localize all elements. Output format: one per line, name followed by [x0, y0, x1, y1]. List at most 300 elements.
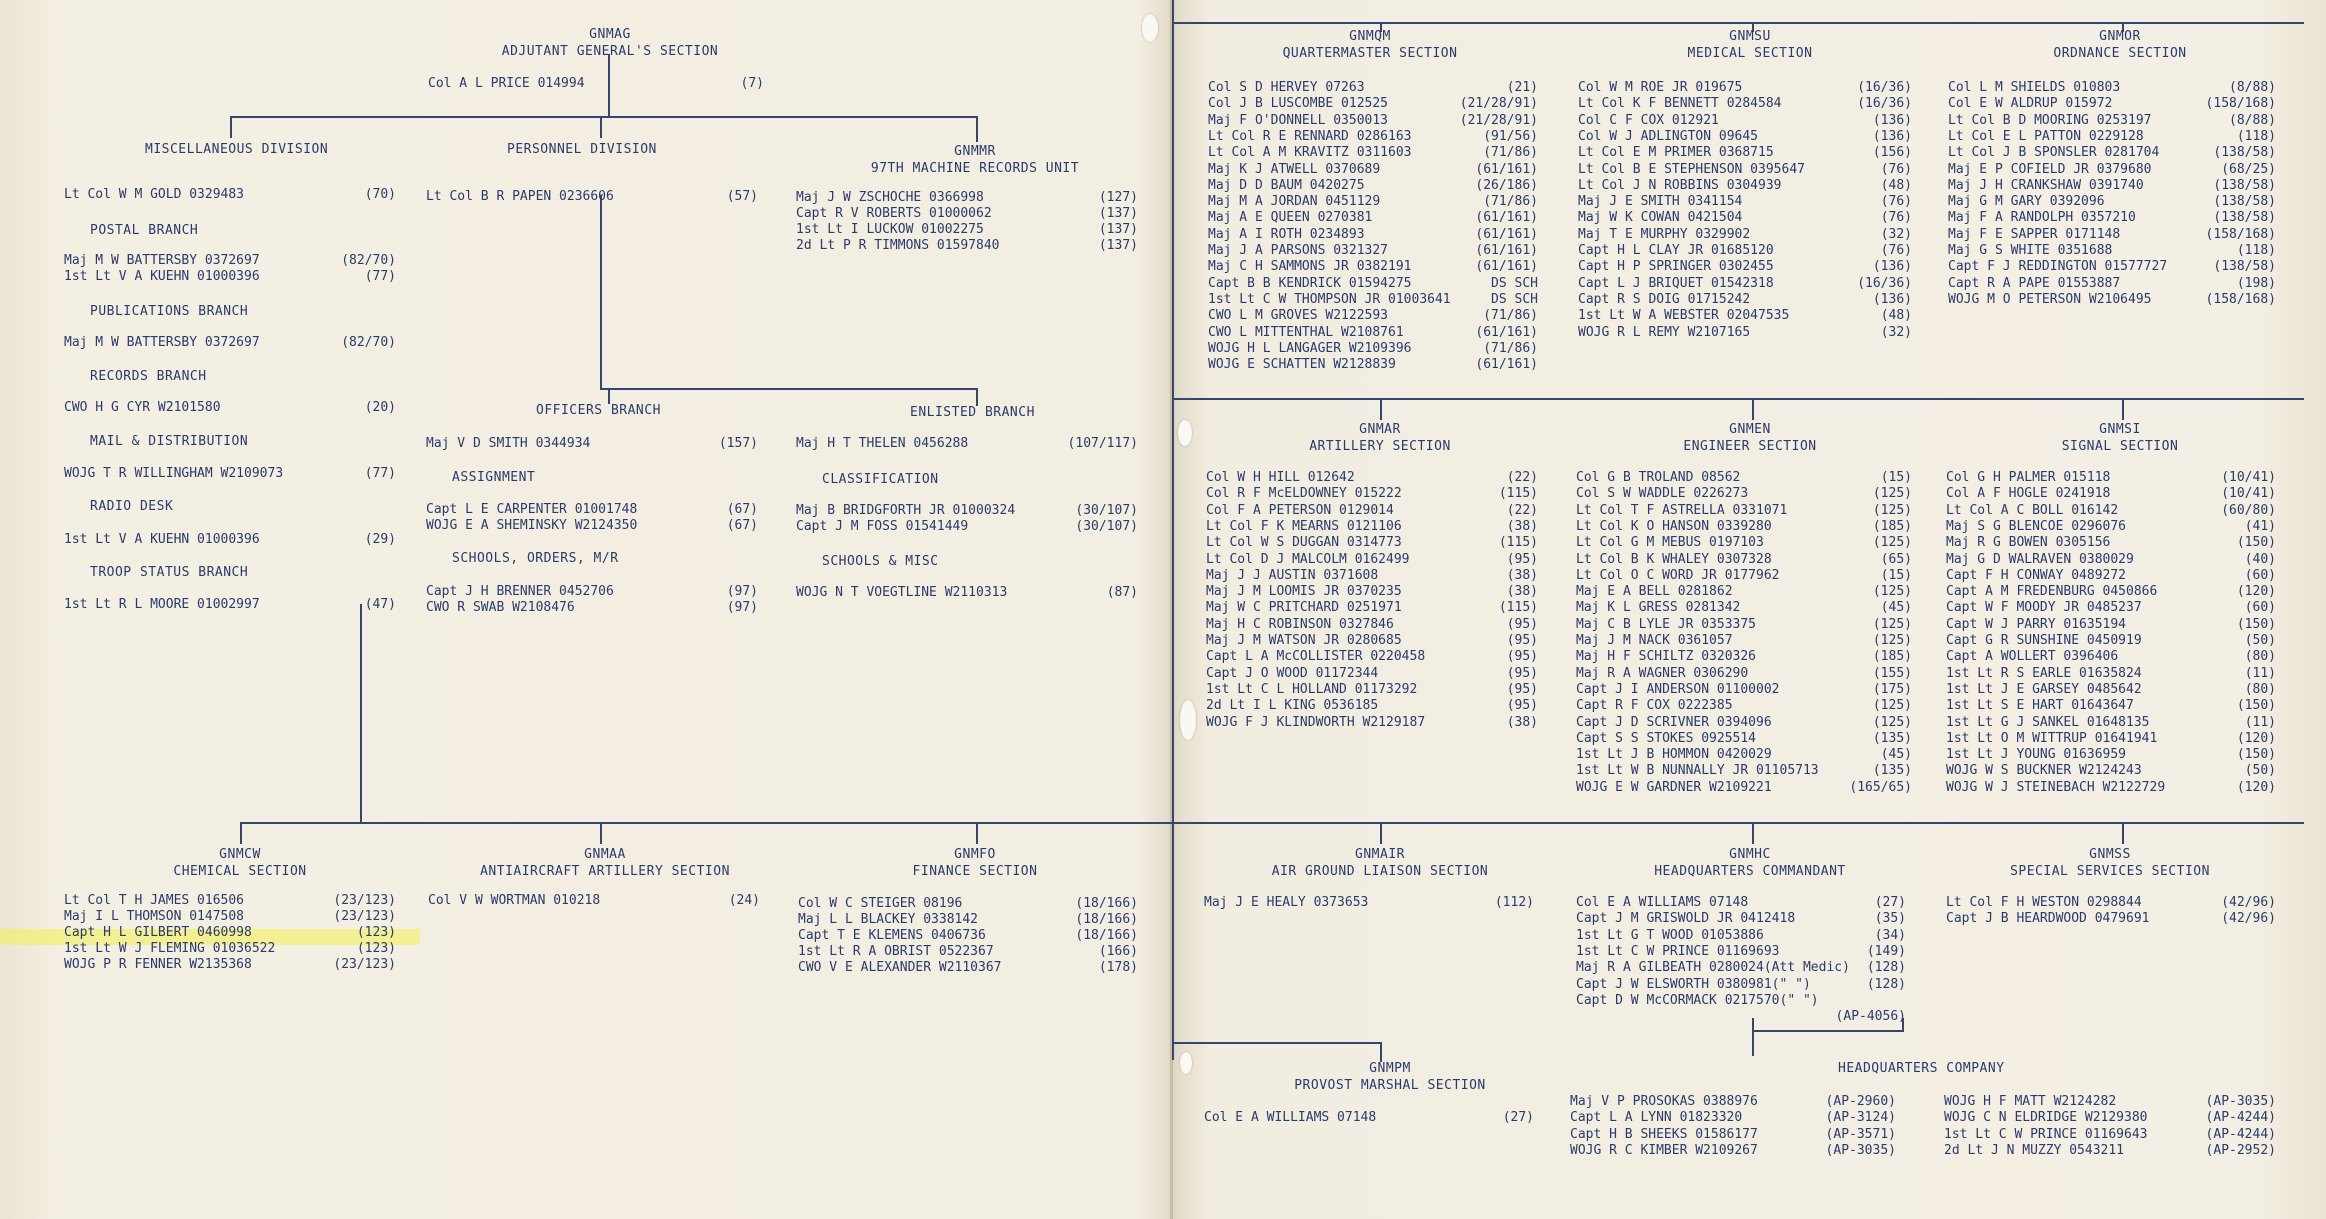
entry-name: Col F A PETERSON 0129014: [1206, 502, 1394, 518]
entry-code: (35): [1874, 911, 1906, 927]
entry-code: (125): [1872, 502, 1912, 518]
entry-code: (38): [1506, 567, 1538, 583]
section-code: GNMAIR: [1355, 847, 1405, 862]
entry-name: Lt Col B R PAPEN 0236606: [426, 189, 614, 204]
entry-name: Capt D W McCORMACK 0217570(" "): [1576, 992, 1819, 1008]
entry-code: (8/88): [2229, 80, 2276, 95]
entry-code: (61/161): [1475, 161, 1538, 177]
entry-code: (32): [1880, 324, 1912, 340]
troop-status-branch-title: TROOP STATUS BRANCH: [90, 565, 249, 580]
entry-name: Lt Col J B SPONSLER 0281704: [1948, 145, 2160, 161]
entry-name: Maj J E HEALY 0373653: [1204, 895, 1369, 910]
entry-name: 2d Lt I L KING 0536185: [1206, 698, 1379, 714]
connector: [608, 54, 610, 118]
entry-code: (77): [364, 466, 396, 481]
connector: [1174, 22, 2304, 24]
entry-code: (61/161): [1475, 226, 1538, 242]
entry-code: (AP-2960): [1825, 1094, 1896, 1109]
entry-code: (71/86): [1483, 308, 1538, 324]
entry-code: (11): [2244, 665, 2276, 681]
entry-name: Maj J M LOOMIS JR 0370235: [1206, 584, 1402, 600]
gnmmr-header: [855, 143, 1095, 177]
entry-name: Maj C B LYLE JR 0353375: [1576, 616, 1757, 632]
section-code: GNMMR: [954, 144, 996, 159]
connector: [2122, 822, 2124, 844]
gnmsi-header: [2010, 421, 2230, 455]
section-code: GNMOR: [2099, 29, 2141, 44]
entry-name: Maj V D SMITH 0344934: [426, 436, 591, 451]
entry-name: Lt Col T H JAMES 016506: [64, 893, 245, 908]
entry-name: Col S W WADDLE 0226273: [1576, 486, 1749, 502]
entry-name: Capt F H CONWAY 0489272: [1946, 567, 2127, 583]
entry-code: (38): [1506, 714, 1538, 730]
entry-code: (128): [1866, 976, 1906, 992]
entry-code: (125): [1872, 633, 1912, 648]
connector: [1174, 398, 2304, 400]
entry-name: Maj H C ROBINSON 0327846: [1206, 616, 1394, 632]
section-title: MEDICAL SECTION: [1687, 46, 1813, 61]
entry-code: (120): [2236, 730, 2276, 746]
section-title: QUARTERMASTER SECTION: [1282, 46, 1458, 61]
entry-name: Capt T E KLEMENS 0406736: [798, 928, 986, 943]
entry-code: (97): [726, 584, 758, 599]
entry-name: Capt J M GRISWOLD JR 0412418: [1576, 911, 1796, 927]
entry-code: (95): [1506, 681, 1538, 697]
entry-name: Lt Col W S DUGGAN 0314773: [1206, 535, 1402, 551]
entry-name: Capt R S DOIG 01715242: [1578, 291, 1751, 307]
entry-name: Maj G S WHITE 0351688: [1948, 243, 2113, 258]
entry-code: (15): [1880, 567, 1912, 583]
section-title: ANTIAIRCRAFT ARTILLERY SECTION: [480, 864, 730, 879]
entry-code: DS SCH: [1491, 291, 1538, 307]
entry-code: (125): [1872, 714, 1912, 730]
entry-code: (61/161): [1475, 210, 1538, 226]
connector: [600, 388, 978, 390]
entry-name: Capt R V ROBERTS 01000062: [796, 206, 992, 221]
gnmqm-header: [1250, 28, 1490, 62]
entry-name: Capt L J BRIQUET 01542318: [1578, 275, 1774, 291]
entry-name: Maj H T THELEN 0456288: [796, 436, 969, 451]
entry-code: (158/168): [2205, 291, 2276, 307]
entry-name: Lt Col B E STEPHENSON 0395647: [1578, 161, 1805, 177]
entry-name: Col W M ROE JR 019675: [1578, 80, 1743, 95]
entry-code: (71/86): [1483, 340, 1538, 356]
entry-code: (20): [364, 400, 396, 415]
entry-code: (137): [1098, 238, 1138, 253]
connector: [360, 604, 362, 824]
entry-code: (61/161): [1475, 357, 1538, 373]
connector: [1752, 1030, 1902, 1032]
entry-name: Maj A I ROTH 0234893: [1208, 226, 1365, 242]
connector: [600, 195, 602, 390]
gnmag-header: [440, 26, 780, 60]
connector: [1752, 398, 1754, 420]
entry-name: Maj J M NACK 0361057: [1576, 633, 1733, 648]
entry-code: (21): [1506, 80, 1538, 95]
entry-name: Col C F COX 012921: [1578, 112, 1719, 128]
entry-code: (21/28/91): [1459, 96, 1538, 112]
entry-name: 1st Lt G J SANKEL 01648135: [1946, 714, 2150, 730]
entry-code: (AP-4056): [1835, 1009, 1906, 1025]
gnmen-header: [1640, 421, 1860, 455]
entry-code: (18/166): [1075, 928, 1138, 943]
entry-name: 1st Lt R S EARLE 01635824: [1946, 665, 2142, 681]
entry-code: (38): [1506, 518, 1538, 534]
entry-code: (87): [1106, 585, 1138, 600]
entry-code: (76): [1880, 194, 1912, 210]
schools-orders-title: SCHOOLS, ORDERS, M/R: [452, 551, 619, 566]
entry-code: (91/56): [1483, 128, 1538, 144]
entry-name: WOJG T R WILLINGHAM W2109073: [64, 466, 284, 481]
entry-code: (123): [356, 925, 396, 940]
connector: [1380, 1042, 1382, 1062]
entry-code: (136): [1872, 259, 1912, 275]
section-code: GNMHC: [1729, 847, 1771, 862]
entry-name: Maj W C PRITCHARD 0251971: [1206, 600, 1402, 616]
entry-name: Capt L A LYNN 01823320: [1570, 1110, 1743, 1126]
connector: [1174, 1042, 1380, 1044]
entry-code: (61/161): [1475, 243, 1538, 258]
gnmcw-header: [120, 846, 360, 880]
entry-code: (57): [726, 189, 758, 204]
entry-name: Capt H L CLAY JR 01685120: [1578, 243, 1774, 258]
section-title: HEADQUARTERS COMMANDANT: [1654, 864, 1846, 879]
entry-name: 1st Lt J E GARSEY 0485642: [1946, 681, 2142, 697]
entry-name: WOJG H L LANGAGER W2109396: [1208, 340, 1412, 356]
entry-name: Capt A M FREDENBURG 0450866: [1946, 584, 2158, 600]
enlisted-branch-title: ENLISTED BRANCH: [910, 405, 1035, 420]
entry-code: (AP-4244): [2205, 1126, 2276, 1142]
entry-code: (118): [2236, 128, 2276, 144]
entry-code: (138/58): [2213, 194, 2276, 210]
entry-name: Maj B BRIDGFORTH JR 01000324: [796, 503, 1016, 518]
entry-name: Col G H PALMER 015118: [1946, 470, 2111, 485]
section-title: ENGINEER SECTION: [1683, 439, 1817, 454]
entry-code: (76): [1880, 161, 1912, 177]
entry-code: (125): [1872, 616, 1912, 632]
mail-distribution-title: MAIL & DISTRIBUTION: [90, 434, 249, 449]
entry-name: Maj J J AUSTIN 0371608: [1206, 567, 1379, 583]
entry-name: Maj H F SCHILTZ 0320326: [1576, 649, 1757, 665]
entry-code: (45): [1880, 600, 1912, 616]
entry-name: Maj J H CRANKSHAW 0391740: [1948, 177, 2144, 193]
entry-code: (150): [2236, 616, 2276, 632]
assignment-title: ASSIGNMENT: [452, 470, 536, 485]
entry-code: (125): [1872, 535, 1912, 551]
entry-name: Maj W K COWAN 0421504: [1578, 210, 1743, 226]
section-title: SIGNAL SECTION: [2061, 439, 2179, 454]
entry-name: Col A F HOGLE 0241918: [1946, 486, 2111, 502]
entry-name: 1st Lt W A WEBSTER 02047535: [1578, 308, 1790, 324]
entry-name: CWO L M GROVES W2122593: [1208, 308, 1389, 324]
punch-hole: [1142, 14, 1158, 42]
entry-code: (70): [364, 187, 396, 202]
entry-code: (67): [726, 518, 758, 533]
entry-code: (175): [1872, 681, 1912, 697]
entry-code: (155): [1872, 665, 1912, 681]
entry-name: Maj D D BAUM 0420275: [1208, 177, 1365, 193]
entry-name: WOJG F J KLINDWORTH W2129187: [1206, 714, 1426, 730]
entry-name: Col W H HILL 012642: [1206, 470, 1355, 485]
connector: [1752, 822, 1754, 844]
entry-code: (15): [1880, 470, 1912, 485]
entry-name: Capt J W ELSWORTH 0380981(" "): [1576, 976, 1811, 992]
entry-name: Maj J M WATSON JR 0280685: [1206, 633, 1402, 648]
punch-hole: [1178, 420, 1192, 446]
entry-code: (125): [1872, 486, 1912, 502]
entry-name: Lt Col B K WHALEY 0307328: [1576, 551, 1772, 567]
entry-name: Capt A WOLLERT 0396406: [1946, 649, 2119, 665]
postal-branch-title: POSTAL BRANCH: [90, 223, 199, 238]
entry-code: (138/58): [2213, 145, 2276, 161]
entry-code: (95): [1506, 698, 1538, 714]
entry-code: (47): [364, 597, 396, 612]
entry-name: Capt R F COX 0222385: [1576, 698, 1733, 714]
entry-name: Maj M W BATTERSBY 0372697: [64, 335, 260, 350]
entry-code: (158/168): [2205, 226, 2276, 242]
entry-code: (26/186): [1475, 177, 1538, 193]
section-code: GNMSI: [2099, 422, 2141, 437]
entry-name: 1st Lt W B NUNNALLY JR 01105713: [1576, 763, 1819, 779]
gnmpm-header: [1270, 1060, 1510, 1094]
connector: [976, 822, 978, 844]
entry-name: Capt H B SHEEKS 01586177: [1570, 1126, 1758, 1142]
entry-code: (95): [1506, 649, 1538, 665]
entry-code: (11): [2244, 714, 2276, 730]
entry-name: Maj J E SMITH 0341154: [1578, 194, 1743, 210]
entry-name: Capt G R SUNSHINE 0450919: [1946, 633, 2142, 648]
entry-name: Maj G M GARY 0392096: [1948, 194, 2105, 210]
section-title: PROVOST MARSHAL SECTION: [1294, 1078, 1486, 1093]
entry-code: (18/166): [1075, 896, 1138, 911]
connector: [1380, 822, 1382, 844]
entry-name: Lt Col F K MEARNS 0121106: [1206, 518, 1402, 534]
punch-hole: [1180, 1052, 1192, 1074]
entry-code: (30/107): [1075, 519, 1138, 534]
entry-code: (95): [1506, 665, 1538, 681]
entry-name: Capt R A PAPE 01553887: [1948, 275, 2121, 291]
entry-code: (135): [1872, 730, 1912, 746]
entry-code: (80): [2244, 649, 2276, 665]
entry-code: (22): [1506, 470, 1538, 485]
entry-name: Lt Col F H WESTON 0298844: [1946, 895, 2142, 910]
entry-name: Maj R A GILBEATH 0280024(Att Medic): [1576, 960, 1850, 976]
officers-branch-title: OFFICERS BRANCH: [536, 403, 661, 418]
entry-code: (156): [1872, 145, 1912, 161]
entry-code: (185): [1872, 649, 1912, 665]
entry-code: (128): [1866, 960, 1906, 976]
connector: [1174, 822, 2304, 824]
entry-code: (61/161): [1475, 259, 1538, 275]
entry-name: Maj L L BLACKEY 0338142: [798, 912, 979, 927]
entry-name: WOJG E A SHEMINSKY W2124350: [426, 518, 638, 533]
radio-desk-title: RADIO DESK: [90, 499, 174, 514]
entry-name: Col V W WORTMAN 010218: [428, 893, 601, 908]
entry-code: (165/65): [1849, 779, 1912, 795]
entry-code: (138/58): [2213, 259, 2276, 275]
section-code: GNMEN: [1729, 422, 1771, 437]
entry-name: Lt Col A C BOLL 016142: [1946, 502, 2119, 518]
entry-code: (48): [1880, 308, 1912, 324]
gnmsu-header: [1640, 28, 1860, 62]
entry-name: WOJG M O PETERSON W2106495: [1948, 291, 2152, 307]
entry-name: Maj A E QUEEN 0270381: [1208, 210, 1373, 226]
entry-name: 1st Lt C W PRINCE 01169643: [1944, 1126, 2148, 1142]
section-title: 97TH MACHINE RECORDS UNIT: [870, 161, 1080, 176]
entry-code: (30/107): [1075, 503, 1138, 518]
entry-code: (138/58): [2213, 177, 2276, 193]
entry-code: (23/123): [333, 893, 396, 908]
gnmhc-header: [1620, 846, 1880, 880]
connector: [230, 116, 978, 118]
section-code: GNMSU: [1729, 29, 1771, 44]
entry-name: Capt L E CARPENTER 01001748: [426, 502, 638, 517]
entry-code: (95): [1506, 551, 1538, 567]
entry-code: (198): [2236, 275, 2276, 291]
entry-name: Lt Col R E RENNARD 0286163: [1208, 128, 1412, 144]
entry-code: (AP-3124): [1825, 1110, 1896, 1126]
section-code: GNMFO: [954, 847, 996, 862]
entry-name: Lt Col D J MALCOLM 0162499: [1206, 551, 1410, 567]
entry-name: Maj T E MURPHY 0329902: [1578, 226, 1751, 242]
entry-name: Col J B LUSCOMBE 012525: [1208, 96, 1389, 112]
entry-name: Col W J ADLINGTON 09645: [1578, 128, 1759, 144]
entry-code: (127): [1098, 190, 1138, 205]
entry-name: Col G B TROLAND 08562: [1576, 470, 1741, 485]
entry-name: Lt Col J N ROBBINS 0304939: [1578, 177, 1782, 193]
section-code: GNMCW: [219, 847, 261, 862]
entry-code: (27): [1502, 1110, 1534, 1125]
entry-code: (80): [2244, 681, 2276, 697]
entry-code: (120): [2236, 584, 2276, 600]
entry-name: Lt Col E L PATTON 0229128: [1948, 128, 2144, 144]
entry-name: 1st Lt C L HOLLAND 01173292: [1206, 681, 1418, 697]
section-code: GNMAA: [584, 847, 626, 862]
section-code: GNMPM: [1369, 1061, 1411, 1076]
entry-code: (82/70): [341, 335, 396, 350]
entry-code: (32): [1880, 226, 1912, 242]
entry-code: (97): [726, 600, 758, 615]
entry-name: Col E A WILLIAMS 07148: [1576, 895, 1749, 910]
entry-code: (21/28/91): [1459, 112, 1538, 128]
entry-name: 1st Lt R L MOORE 01002997: [64, 597, 260, 612]
entry-code: (22): [1506, 502, 1538, 518]
entry-code: (118): [2236, 243, 2276, 258]
entry-code: (125): [1872, 584, 1912, 600]
section-code: GNMSS: [2089, 847, 2131, 862]
entry-code: (42/96): [2221, 911, 2276, 927]
entry-name: Maj E A BELL 0281862: [1576, 584, 1733, 600]
entry-name: WOJG R L REMY W2107165: [1578, 324, 1751, 340]
entry-name: Col A L PRICE 014994: [428, 76, 585, 91]
entry-code: (7): [740, 76, 764, 91]
entry-name: Capt J O WOOD 01172344: [1206, 665, 1379, 681]
entry-name: Maj V P PROSOKAS 0388976: [1570, 1094, 1758, 1109]
gnmair-header: [1250, 846, 1510, 880]
entry-code: (138/58): [2213, 210, 2276, 226]
entry-code: (115): [1498, 535, 1538, 551]
entry-code: (45): [1880, 747, 1912, 763]
entry-code: (AP-3571): [1825, 1126, 1896, 1142]
entry-code: (61/161): [1475, 324, 1538, 340]
entry-code: (24): [728, 893, 760, 908]
entry-name: 1st Lt G T WOOD 01053886: [1576, 927, 1764, 943]
entry-code: (27): [1874, 895, 1906, 910]
entry-code: (8/88): [2229, 112, 2276, 128]
connector: [1380, 398, 1382, 420]
entry-name: CWO R SWAB W2108476: [426, 600, 575, 615]
entry-name: CWO L MITTENTHAL W2108761: [1208, 324, 1404, 340]
personnel-division-title: PERSONNEL DIVISION: [507, 142, 657, 157]
entry-name: Capt W F MOODY JR 0485237: [1946, 600, 2142, 616]
hq-company-title: HEADQUARTERS COMPANY: [1838, 1061, 2005, 1076]
section-title: ARTILLERY SECTION: [1309, 439, 1451, 454]
entry-name: WOJG C N ELDRIDGE W2129380: [1944, 1110, 2148, 1126]
connector: [230, 116, 232, 138]
section-title: ADJUTANT GENERAL'S SECTION: [501, 44, 719, 59]
connector: [1752, 1030, 1754, 1056]
connector: [976, 116, 978, 142]
entry-code: (137): [1098, 222, 1138, 237]
entry-name: 1st Lt I LUCKOW 01002275: [796, 222, 984, 237]
misc-division-title: MISCELLANEOUS DIVISION: [145, 142, 329, 157]
entry-name: Maj E P COFIELD JR 0379680: [1948, 161, 2152, 177]
connector: [600, 116, 602, 138]
entry-code: (68/25): [2221, 161, 2276, 177]
entry-name: Maj J A PARSONS 0321327: [1208, 243, 1389, 258]
entry-code: (16/36): [1857, 80, 1912, 95]
entry-code: (48): [1880, 177, 1912, 193]
entry-code: (34): [1874, 927, 1906, 943]
entry-name: 1st Lt S E HART 01643647: [1946, 698, 2134, 714]
entry-name: Col E W ALDRUP 015972: [1948, 96, 2113, 112]
entry-code: (95): [1506, 616, 1538, 632]
entry-name: WOJG E SCHATTEN W2128839: [1208, 357, 1396, 373]
classification-title: CLASSIFICATION: [822, 472, 939, 487]
entry-name: Col S D HERVEY 07263: [1208, 80, 1365, 95]
entry-name: Capt J B HEARDWOOD 0479691: [1946, 911, 2150, 927]
entry-code: (125): [1872, 698, 1912, 714]
entry-code: (76): [1880, 210, 1912, 226]
entry-name: 2d Lt J N MUZZY 0543211: [1944, 1142, 2125, 1158]
entry-code: (10/41): [2221, 486, 2276, 502]
connector: [600, 822, 602, 844]
entry-code: (38): [1506, 584, 1538, 600]
entry-code: (158/168): [2205, 96, 2276, 112]
entry-code: (50): [2244, 633, 2276, 648]
connector: [1172, 0, 1174, 1060]
entry-name: 1st Lt J YOUNG 01636959: [1946, 747, 2127, 763]
entry-name: Capt L A McCOLLISTER 0220458: [1206, 649, 1426, 665]
entry-name: WOJG H F MATT W2124282: [1944, 1094, 2117, 1109]
entry-name: 1st Lt W J FLEMING 01036522: [64, 941, 276, 956]
entry-code: (18/166): [1075, 912, 1138, 927]
entry-code: (50): [2244, 763, 2276, 779]
gnmor-header: [2010, 28, 2230, 62]
entry-name: 1st Lt J B HOMMON 0420029: [1576, 747, 1772, 763]
entry-name: 1st Lt O M WITTRUP 01641941: [1946, 730, 2158, 746]
entry-name: 1st Lt C W PRINCE 01169693: [1576, 943, 1780, 959]
entry-code: (60): [2244, 600, 2276, 616]
entry-name: WOJG E W GARDNER W2109221: [1576, 779, 1772, 795]
entry-code: (40): [2244, 551, 2276, 567]
entry-name: Maj J W ZSCHOCHE 0366998: [796, 190, 984, 205]
section-title: FINANCE SECTION: [912, 864, 1038, 879]
entry-code: (16/36): [1857, 96, 1912, 112]
entry-code: (115): [1498, 486, 1538, 502]
entry-name: WOJG R C KIMBER W2109267: [1570, 1142, 1758, 1158]
section-code: GNMAG: [589, 27, 631, 42]
